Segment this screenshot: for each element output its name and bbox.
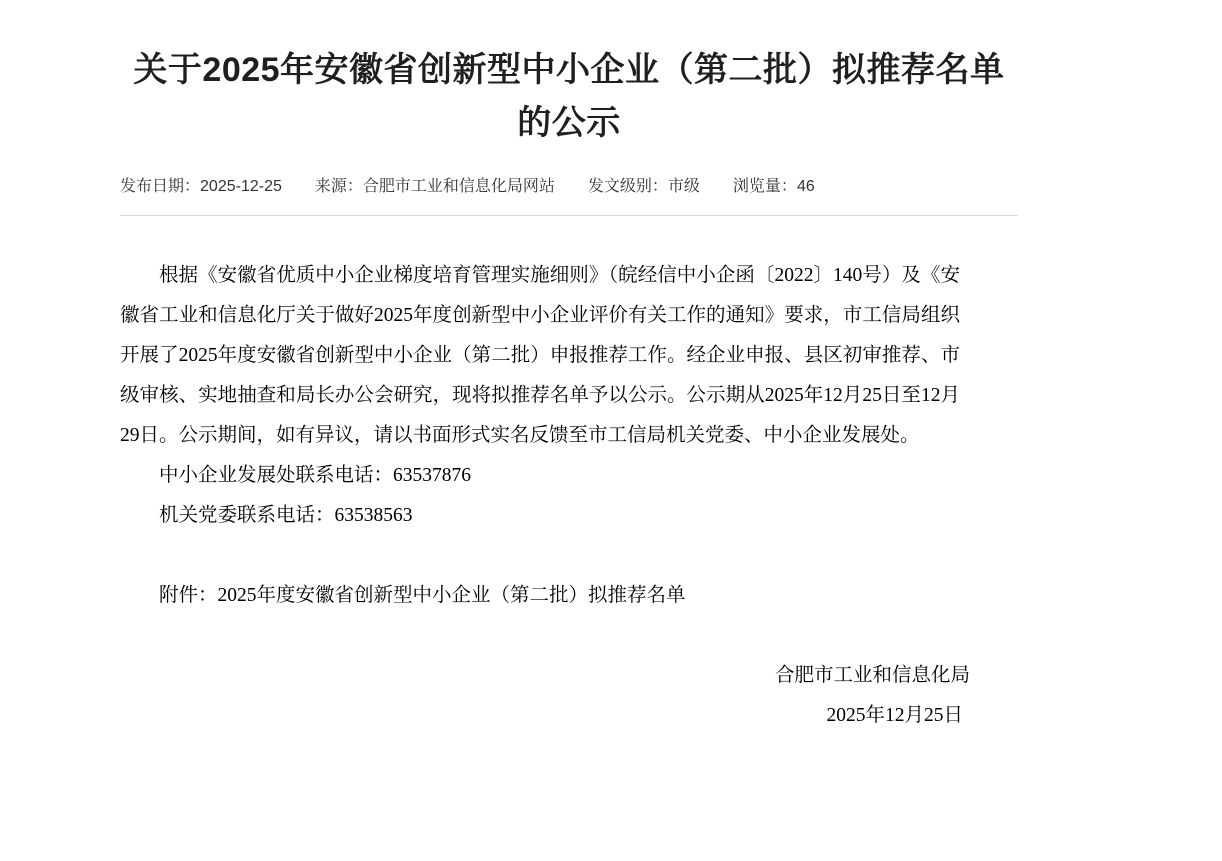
view-count-label: 浏览量： [732, 178, 797, 195]
doc-level-label: 发文级别： [587, 178, 668, 195]
signature-date: 2025年12月25日 [826, 705, 963, 726]
doc-level-value: 市级 [667, 178, 700, 195]
view-count-meta [733, 176, 815, 198]
document-body [120, 256, 1018, 736]
signature-block [120, 656, 1018, 736]
meta-divider [120, 215, 1018, 216]
publish-date-label: 发布日期： [120, 178, 201, 195]
view-count-value: 46 [796, 178, 815, 195]
attachment-line: 附件：2025年度安徽省创新型中小企业（第二批）拟推荐名单 [159, 585, 686, 606]
signature-organization: 合肥市工业和信息化局 [774, 665, 970, 686]
publish-date-value: 2025-12-25 [200, 178, 282, 195]
announcement-article [120, 44, 1018, 736]
contact-line-sme-division: 中小企业发展处联系电话：63537876 [159, 465, 472, 486]
announcement-paragraph: 根据《安徽省优质中小企业梯度培育管理实施细则》（皖经信中小企函〔2022〕140号）及《安徽省工业和信息化厅关于做好2025年度创新型中小企业评价有关工作的通知》要求，市工信局组织开展了2025年度安徽省创新型中小企业（第二批）申报推荐工作。经企业申报、县区初审推荐、市级审核、实地抽查和局长办公会研究，现将拟推荐名单予以公示。公示期从2025年12月25日至12月29日。公示期间，如有异议，请以书面形式实名反馈至市工信局机关党委、中小企业发展处。 [120, 265, 960, 446]
publish-date-meta [120, 176, 282, 198]
source-label: 来源： [314, 178, 363, 195]
source-value: 合肥市工业和信息化局网站 [362, 178, 555, 195]
contact-line-party-committee: 机关党委联系电话：63538563 [159, 505, 413, 526]
page-title: 关于2025年安徽省创新型中小企业（第二批）拟推荐名单的公示 [133, 51, 1005, 142]
doc-level-meta [588, 176, 700, 198]
document-meta-row [120, 176, 1018, 198]
source-meta [315, 176, 555, 198]
